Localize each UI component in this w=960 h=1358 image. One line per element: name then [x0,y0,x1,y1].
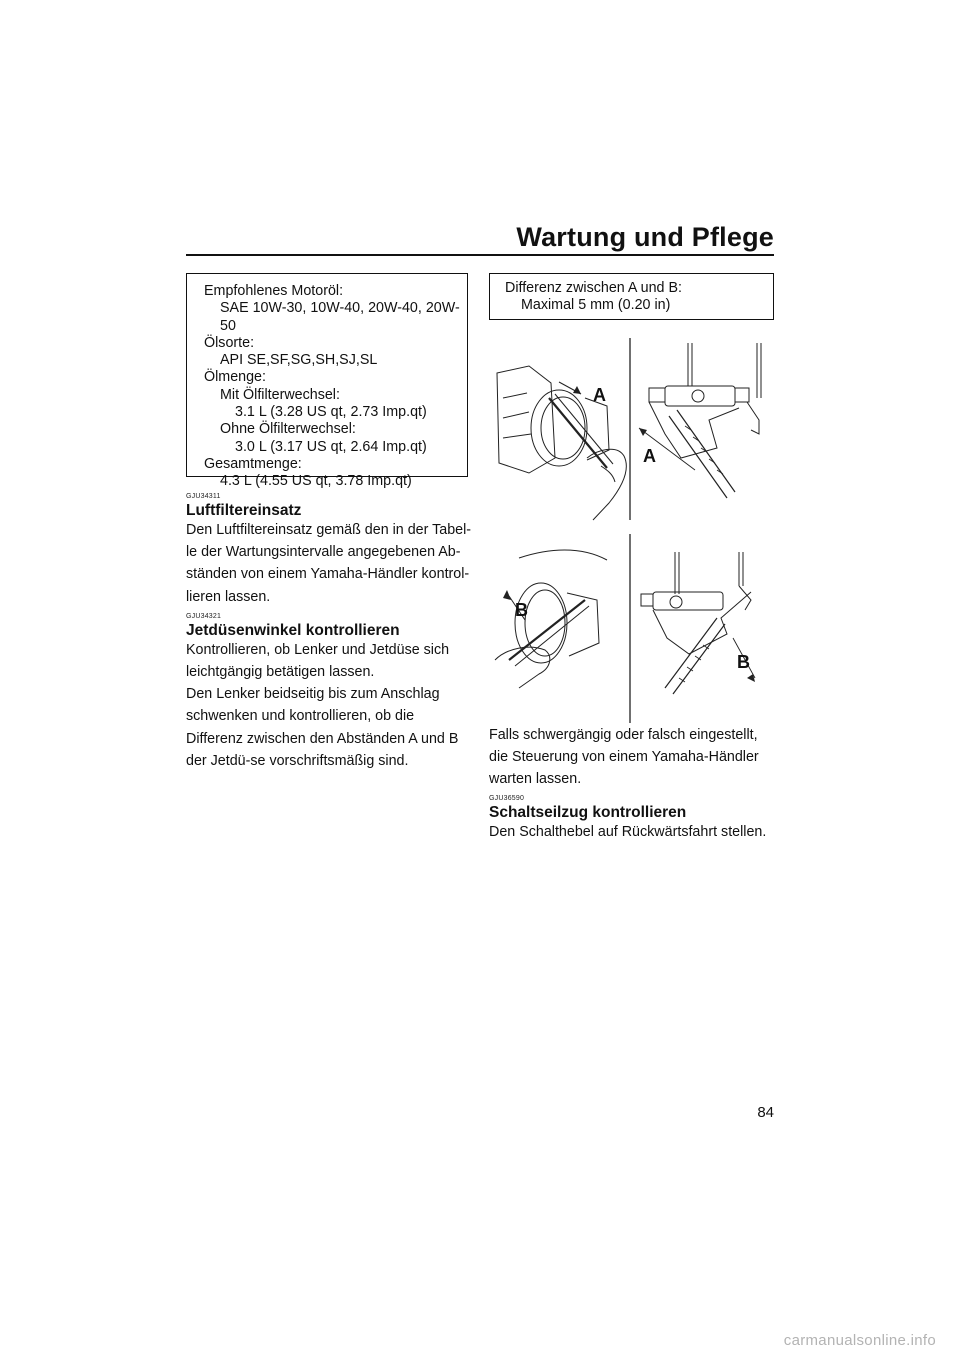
spec-line: Ohne Ölfilterwechsel: [220,421,356,438]
spec-line: SAE 10W-30, 10W-40, 20W-40, 20W- [220,300,460,317]
spec-line: Gesamtmenge: [204,455,302,472]
watermark: carmanualsonline.info [783,1332,936,1349]
spec-line: Differenz zwischen A und B: [505,280,682,296]
label-a: A [643,446,656,466]
label-b: B [515,600,528,620]
figure-bottom-right [641,552,755,694]
paragraph: Den Lenker beidseitig bis zum Anschlag schwenken und kontrollieren, ob die Differenz zwischen den Abständen A und B der Jetdü-​se vorschriftsmäßig sind. [186,686,459,769]
spec-line: Maximal 5 mm (0.20 in) [521,297,671,314]
spec-line: Empfohlenes Motoröl: [204,283,344,299]
label-b: B [737,652,750,672]
left-column [186,493,472,772]
section-code: GJU34321 [186,612,222,620]
paragraph: Den Schalthebel auf Rückwärtsfahrt stellen. [489,823,767,840]
figure-top-right [639,343,761,498]
figure-top-left [497,366,626,520]
section-heading: Jetdüsenwinkel kontrollieren [186,621,400,639]
section-heading: Schaltseilzug kontrollieren [489,803,687,821]
spec-line: API SE,SF,SG,SH,SJ,SL [220,352,378,369]
right-column [489,724,779,843]
oil-spec-box [186,273,468,490]
figure-bottom-left [495,550,607,688]
difference-spec-box [489,273,774,320]
spec-line: 4.3 L (4.55 US qt, 3.78 Imp.qt) [220,473,412,490]
spec-line: Mit Ölfilterwechsel: [220,386,340,403]
spec-line: 50 [220,317,236,334]
title-divider [186,254,774,256]
jet-nozzle-illustrations [489,338,774,723]
spec-line: 3.0 L (3.17 US qt, 2.64 Imp.qt) [235,438,427,455]
section-code: GJU36590 [489,794,525,802]
page-title: Wartung und Pflege [516,222,774,252]
paragraph: Kontrollieren, ob Lenker und Jetdüse sich leichtgängig betätigen lassen. [186,641,450,681]
section-heading: Luftfiltereinsatz [186,502,302,519]
paragraph: Falls schwergängig oder falsch eingestellt, die Steuerung von einem Yamaha-Händler warten lassen. [489,727,759,788]
spec-line: Ölsorte: [204,334,255,351]
spec-line: 3.1 L (3.28 US qt, 2.73 Imp.qt) [235,404,427,421]
page-number: 84 [757,1104,774,1121]
paragraph: Den Luftfiltereinsatz gemäß den in der Tabel-​le der Wartungsintervalle angegebenen Ab-​ständen von einem Yamaha-Händler kontrol-​lieren lassen. [186,522,472,605]
spec-line: Ölmenge: [204,369,266,386]
label-a: A [593,385,606,405]
section-code: GJU34311 [186,493,221,500]
